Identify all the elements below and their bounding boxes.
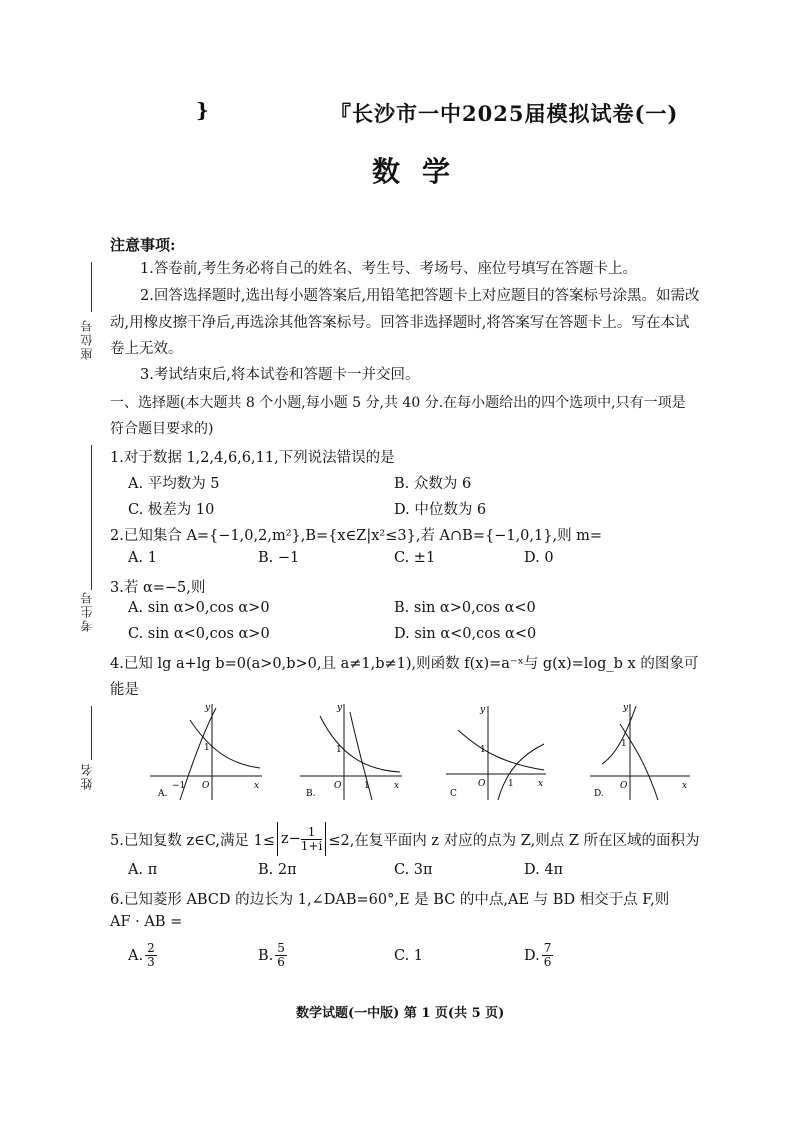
q6-option-b (258, 942, 287, 969)
notice-item-2-end: 卷上无效。 (110, 341, 183, 357)
q4-graph-a (150, 700, 270, 804)
one-x-label: 1 (364, 781, 370, 791)
q4-stem-2: 能是 (110, 682, 139, 698)
q6-d-den: 6 (543, 955, 552, 969)
one-label: 1 (621, 739, 627, 749)
q6-d-num: 7 (543, 941, 552, 955)
q4-graph-d (590, 700, 700, 804)
axis-y-label: y (337, 703, 343, 713)
q6-a-fraction (145, 942, 157, 969)
q1-stem: 1.对于数据 1,2,4,6,6,11,下列说法错误的是 (110, 450, 395, 466)
q6-b-den: 6 (277, 955, 285, 969)
q6-b-prefix: B. (258, 947, 274, 964)
origin-label: O (620, 781, 628, 791)
q5-stem (110, 822, 700, 856)
q6-a-prefix: A. (128, 947, 144, 964)
one-label: 1 (480, 745, 486, 755)
q3-option-d: D. sin α<0,cos α<0 (394, 626, 537, 642)
q4-graph-c (446, 700, 556, 804)
q5-abs-pre: z− (281, 831, 301, 847)
q6-option-d (524, 942, 553, 969)
subject-title: 数学 (372, 155, 473, 188)
notice-heading: 注意事项: (110, 236, 176, 254)
q2-option-d: D. 0 (524, 550, 554, 566)
axis-x-label: x (538, 779, 544, 789)
section-intro-1: 一、选择题(本大题共 8 个小题,每小题 5 分,共 40 分.在每小题给出的四个选项中,只有一项是 (110, 395, 686, 411)
axis-y-label: y (205, 703, 211, 713)
q6-d-fraction (542, 942, 554, 969)
q5-stem-pre: 5.已知复数 z∈C,满足 1≤ (110, 832, 275, 849)
q1-option-c: C. 极差为 10 (128, 502, 215, 518)
q3-stem: 3.若 α=−5,则 (110, 580, 206, 596)
q5-frac-num: 1 (301, 826, 323, 840)
q5-option-a: A. π (128, 862, 158, 878)
one-x-label: 1 (508, 779, 514, 789)
one-label: 1 (336, 745, 342, 755)
q1-option-d: D. 中位数为 6 (394, 502, 487, 518)
seat-label: 座位号 (80, 318, 94, 360)
q2-option-b: B. −1 (258, 550, 300, 566)
name-label: 姓名 (80, 762, 94, 790)
q5-frac-den: 1+i (300, 838, 323, 853)
q3-option-b: B. sin α>0,cos α<0 (394, 600, 536, 616)
q5-fraction (301, 826, 323, 853)
q4-stem-1: 4.已知 lg a+lg b=0(a>0,b>0,且 a≠1,b≠1),则函数 f(x)=a⁻ˣ与 g(x)=log_b x 的图象可 (110, 656, 699, 672)
graph-a-label: A. (158, 789, 168, 799)
q5-option-c: C. 3π (394, 862, 433, 878)
q3-option-c: C. sin α<0,cos α>0 (128, 626, 270, 642)
origin-label: O (202, 781, 210, 791)
notice-item-3: 3.考试结束后,将本试卷和答题卡一并交回。 (140, 367, 420, 383)
exam-title: 『长沙市一中2025届模拟试卷(一) (330, 101, 679, 126)
axis-y-label: y (623, 703, 629, 713)
q6-option-c: C. 1 (394, 948, 424, 964)
q5-abs-value (277, 822, 326, 856)
page-footer: 数学试题(一中版) 第 1 页(共 5 页) (296, 1006, 505, 1021)
axis-y-label: y (480, 705, 486, 715)
curve-exp (458, 730, 544, 770)
axis-x-label: x (394, 781, 400, 791)
graph-d-label: D. (594, 789, 604, 799)
q6-a-num: 2 (147, 941, 155, 955)
seat-line (91, 262, 92, 312)
q2-option-a: A. 1 (128, 550, 157, 566)
section-intro-2: 符合题目要求的) (110, 421, 214, 437)
curve-log (498, 744, 544, 800)
axis-x-label: x (682, 781, 688, 791)
curve-log (180, 708, 216, 800)
q2-stem: 2.已知集合 A={−1,0,2,m²},B={x∈Z|x²≤3},若 A∩B={−1,0,1},则 m= (110, 528, 603, 544)
name-line (91, 706, 92, 760)
origin-label: O (478, 779, 486, 789)
exam-no-line (91, 445, 92, 590)
exam-no-label: 考生号 (80, 590, 94, 632)
q6-b-num: 5 (277, 941, 285, 955)
origin-label: O (334, 781, 342, 791)
q5-option-d: D. 4π (524, 862, 564, 878)
graph-c-label: C (450, 789, 457, 799)
neg-one-label: −1 (172, 781, 186, 791)
q6-stem-2: AF · AB = (110, 914, 183, 930)
notice-item-1: 1.答卷前,考生务必将自己的姓名、考生号、考场号、座位号填写在答题卡上。 (140, 261, 637, 277)
q6-stem-1: 6.已知菱形 ABCD 的边长为 1,∠DAB=60°,E 是 BC 的中点,AE 与 BD 相交于点 F,则 (110, 892, 670, 908)
q6-option-a (128, 942, 157, 969)
notice-item-2: 2.回答选择题时,选出每小题答案后,用铅笔把答题卡上对应题目的答案标号涂黑。如需改 (140, 288, 700, 304)
q5-stem-post: ≤2,在复平面内 z 对应的点为 Z,则点 Z 所在区域的面积为 (328, 832, 700, 849)
q1-option-a: A. 平均数为 5 (128, 476, 220, 492)
q6-b-fraction (275, 942, 287, 969)
q3-option-a: A. sin α>0,cos α>0 (128, 600, 270, 616)
curve-exp (320, 716, 400, 772)
q4-graph-b (300, 700, 410, 804)
q5-option-b: B. 2π (258, 862, 297, 878)
notice-item-2-cont: 动,用橡皮擦干净后,再选涂其他答案标号。回答非选择题时,将答案写在答题卡上。写在本试 (110, 315, 690, 331)
q1-option-b: B. 众数为 6 (394, 476, 472, 492)
header-mark: } (196, 98, 209, 122)
graph-b-label: B. (306, 789, 316, 799)
q2-option-c: C. ±1 (394, 550, 436, 566)
curve-exp (602, 706, 636, 764)
q6-d-prefix: D. (524, 947, 540, 964)
q6-a-den: 3 (147, 955, 155, 969)
axis-x-label: x (254, 781, 260, 791)
one-label: 1 (204, 743, 210, 753)
